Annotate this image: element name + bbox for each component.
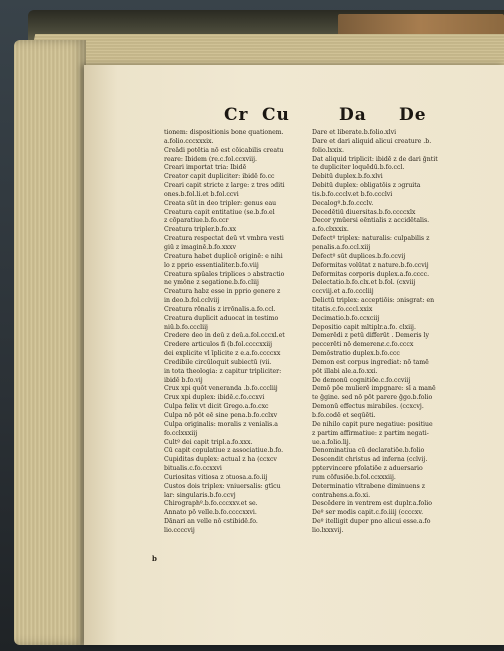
text-line: te ĝgine. sed nō pōt parere ĝgo.b.folio [312,394,433,402]
text-line: De demonū cognitiōe.c.fo.ccviij [312,376,411,384]
text-line: z partim affirmatiue: z partim negati- [312,429,429,437]
text-line: in tota theologia: z capitur tripliciter: [164,367,282,375]
text-line: pptervincere pfolatiōe z aduersario [312,465,423,473]
text-line: Decor ymūersi eēntialis z accidētalis. [312,217,430,225]
text-line: Deformitas corporis duplex.a.fo.cccc. [312,270,430,278]
text-line: Cupiditas duplex: actual z ha (ccxcv [164,456,277,464]
text-line: Dānari an velle nō cstibidē.fo. [164,518,258,526]
text-line: Chirographº.b.fo.cccxxv.et se. [164,500,258,508]
text-line: Denominatiua cū declaratiōe.b.folio [312,447,425,455]
text-line: Demon est corpus ingrediat: nō tamē [312,358,429,366]
text-line: a.fo.clxxxix. [312,226,349,234]
headword: Cr [224,105,249,125]
text-line: Creatura duplicit aduocat in testimo [164,314,279,322]
text-line: Deº itelligit duper pno alicui esse.a.fo [312,518,431,526]
text-line: Delectatio.b.fo.clx.et b.fol. (cxviij [312,279,416,287]
headword: Cu [262,105,290,125]
text-line: folio.lxxix. [312,146,344,154]
headword: De [399,105,427,125]
text-line: Demerēdi z petū differūt . Demeris ly [312,332,429,340]
margin-marker: b [152,554,157,563]
book [8,10,504,651]
text-line: Credere deo in deū z deū.a.fol.cccxl.et [164,332,285,340]
text-line: tionem: dispositionis bone quationem. [164,129,284,136]
text-line: contrahens.a.fo.xi. [312,491,371,499]
text-line: Decalogº.b.fo.ccclv. [312,199,374,207]
text-line: Creata sūt in deo tripler: genus eau [164,199,277,207]
text-line: Cultº dei capit tripl.a.fo.xxx. [164,438,253,446]
text-line: Credere articulos fi (b.fol.ccccxxiij [164,341,273,349]
text-line: Defectº sūt duplices.b.fo.ccvij [312,252,406,260]
text-line: Credibile circūloquit subiectū (vii. [164,358,272,366]
text-line: Crux xpi duplex: ibidē.c.fo.ccxvi [164,394,265,402]
text-line: Decimatio.b.fo.ccxciij [312,314,380,322]
text-line: Cū capit copulatiue z associatiue.b.fo. [164,447,284,455]
text-line: titatis.c.fo.cccl.xxix [312,305,373,313]
text-line: Deformitas volūtat z nature.b.fo.ccvij [312,261,429,269]
text-line: z cōparatiue.b.fo.ccr [164,217,229,225]
text-line: Depositio capit mltiplr.a.fo. clxiij. [312,323,416,331]
headword: Da [339,105,367,125]
text-line: ne ymōne z segatione.b.fo.cliij [164,279,259,287]
text-line: bitualis.c.fo.ccxxvi [164,465,222,473]
text-line: lar: singularis.b.fo.ccvj [164,491,236,499]
text-line: Creatura habz esse in ppri̇o genere z [164,288,281,296]
text-line: lo z ppri̇o essentialiter.b.fo.viij [164,261,259,269]
text-line: Demō pōe mulierē impgnare: sī a manē [312,385,436,393]
text-line: in deo.b.fol.cclviij [164,297,220,305]
text-line: Defectº triplex: naturalis: culpabilis z [312,235,430,243]
text-line: b.fo.codē et seqūēti. [312,412,376,419]
text-line: Culpa originalis: moralis z venialis.a [164,420,278,428]
text-line: Dare et liberate.b.folio.xlvi [312,129,397,136]
text-line: Culpa nō pōt eē sine pena.b.fo.cclxv [164,412,278,419]
text-line: Creatura capit entitatiue (se.b.fo.el [164,208,275,216]
text-line: Descendit christus ad inferna (cclvij. [312,456,428,464]
text-line: pōt illabi ale.a.fo.xxi. [312,367,378,375]
text-line: Decedētiū diuersitas.b.fo.ccccxlx [312,208,416,216]
text-line: penalis.a.fo.ccl.xiij [312,243,371,251]
right-column [312,129,470,536]
text-line: ones.b.fol.li.et b.fol.ccvi [164,190,239,198]
page-edges [14,40,86,645]
page [84,65,504,645]
text-line: Creatura tripler.b.fo.xx [164,226,237,234]
text-line: Delictū triplex: acceptiōis: ɔnisgrat: en [312,297,435,305]
text-line: Deº ser modis capit.c.fo.iiij (ccccxv. [312,509,424,517]
text-line: Creatura rōnalis z irrōnalis.a.fo.ccl. [164,305,276,313]
text-line: ibidē b.fo.vij [164,376,203,384]
text-line: Crux xpi quōt veneranda .b.fo.cccliij [164,385,278,393]
text-line: Creatura respectat deū vt vmbra vesti [164,235,284,243]
text-line: De nihilo capit pure negatiue: positiue [312,420,433,428]
page-edge-top [28,34,504,68]
text-line: Culpa felix vt dicit Grego.a.fo.cxc [164,403,269,411]
text-line: Custos dois triplex: vniuersalis: gtīcu [164,482,281,490]
text-line: Demōstratio duplex.b.fo.ccc [312,350,400,358]
running-headwords [84,105,504,129]
text-line: Determinatio vltrabene diminuens z [312,482,426,490]
text-line: ue.a.folio.lij. [312,438,351,446]
text-line: Creādi potētia nō est cōicabilis creatu [164,146,284,154]
text-line: Descēdere in ventrem est duplr.a.folio [312,500,432,508]
text-line: cccviij.et a.fo.cccliij [312,288,374,296]
text-line: lio.ccccvij [164,526,195,534]
text-line: Debitū duplex: obligatōis z ɔgruita [312,182,421,190]
text-line: Debitū duplex.b.fo.xlvi [312,173,383,181]
left-column [164,129,322,536]
text-line: Creari capit stricte z large: z tres ɔditi [164,182,285,190]
text-line: a.folio.cccxxxix. [164,137,214,145]
text-line: giū z imaginē.b.fo.xxxv [164,243,236,251]
text-line: peccerēti nō demerenȼ.c.fo.cccx [312,341,414,349]
text-line: Creari importat tria: Ibidē [164,164,247,172]
text-line: Creator capit dupliciter: ibidē fo.cc [164,173,275,181]
text-line: Dare et dari aliquid alicui creature .b. [312,137,432,145]
text-line: te dupliciter loquēdū.b.fo.ccl. [312,164,405,172]
text-line: reare: Ibidem (re.c.fol.ccxviij. [164,155,257,163]
text-line: Creatura habet duplicē originē: e nihi [164,252,283,260]
text-line: Demonū effectus mirabiles. (ccxcvj. [312,403,424,411]
text-line: Dat aliquid triplicit: ibidē z de dari ĝntit [312,155,438,163]
text-line: dei explicite vl īplicite z e.a.fo.ccccxx [164,350,281,358]
text-line: rum cōfusiōe.b.fol.ccxxxiij. [312,473,396,481]
text-line: Creatura spūales triplices ɔ abstractio [164,270,285,278]
text-line: Curiositas vitiosa z ɔtuosa.a.fo.iij [164,473,268,481]
text-line: niū.b.fo.cccliij [164,323,208,331]
text-line: fo.cclxxxiij [164,429,198,437]
text-line: lio.lxxxvij. [312,526,344,534]
text-line: tis.b.fo.ccclv.et b.fo.ccclvi [312,190,393,198]
text-line: Annato pō velle.b.fo.ccccxxvi. [164,509,257,517]
